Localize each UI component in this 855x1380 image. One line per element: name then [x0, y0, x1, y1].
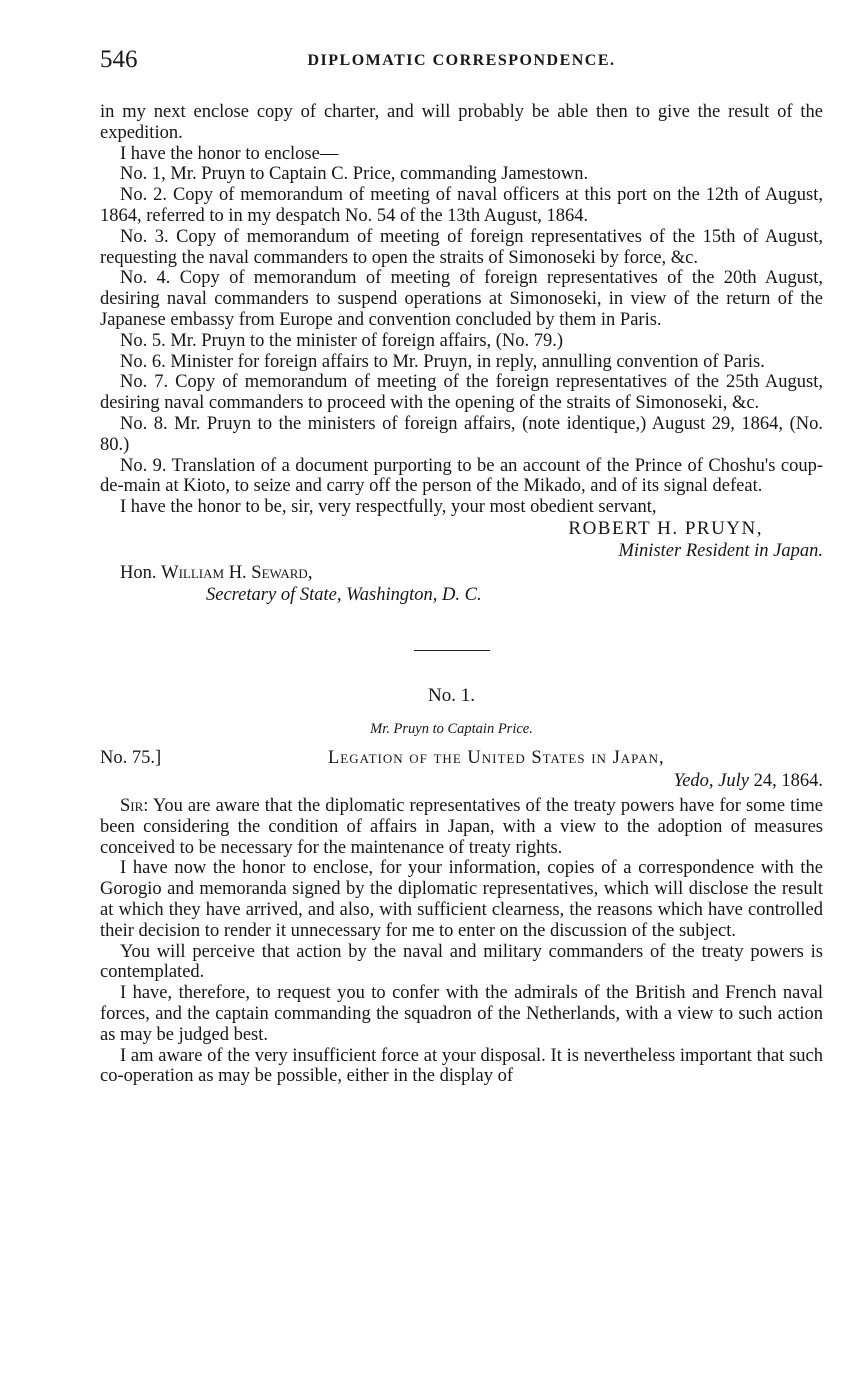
document-page: [100, 46, 823, 1087]
enclosure-item: No. 9. Translation of a document purporting to be an account of the Prince of Choshu's coup-de-main at Kioto, to seize and carry off the person of the Mikado, and of its signal defeat.: [100, 455, 823, 497]
addressee-prefix: Hon.: [120, 562, 157, 583]
addressee-title: Secretary of State, Washington, D. C.: [206, 584, 482, 605]
letter-paragraph: You will perceive that action by the naval and military commanders of the treaty powers is contemplated.: [100, 941, 823, 983]
despatch-body: [100, 102, 823, 606]
salutation: Sir:: [120, 795, 149, 816]
letter-paragraph: I have, therefore, to request you to confer with the admirals of the British and French naval forces, and the captain commanding the squadron of the Netherlands, with a view to such action as may be judged best.: [100, 983, 823, 1045]
addressee-name: [120, 562, 823, 584]
legation-line: Legation of the United States in Japan,: [328, 747, 665, 768]
section-divider: [414, 650, 490, 651]
letter-paragraph: [100, 796, 823, 858]
section-subheading: Mr. Pruyn to Captain Price.: [370, 720, 533, 737]
letter-date: 24, 1864.: [753, 770, 823, 791]
page-header: [100, 46, 823, 76]
letter-paragraph-text: You are aware that the diplomatic representatives of the treaty powers have for some time been considering the condition of affairs in Japan, with a view to the adoption of measures conceived to be necessary for the maintenance of treaty rights.: [100, 795, 823, 858]
page-number: 546: [100, 46, 138, 73]
enclosure-item: No. 3. Copy of memorandum of meeting of foreign representatives of the 15th of August, requesting the naval commanders to open the straits of Simonoseki by force, &c.: [100, 226, 823, 268]
enclosure-item: No. 1, Mr. Pruyn to Captain C. Price, commanding Jamestown.: [120, 164, 589, 185]
enclosure-intro: I have the honor to enclose—: [120, 143, 339, 164]
section-heading: No. 1.: [428, 684, 475, 706]
enclosure-item: No. 4. Copy of memorandum of meeting of foreign representatives of the 20th August, desiring naval commanders to suspend operations at Simonoseki, in view of the return of the Japanese embassy from Europe and convention concluded by them in Paris.: [100, 268, 823, 330]
enclosure-item: No. 6. Minister for foreign affairs to Mr. Pruyn, in reply, annulling convention of Paris.: [120, 351, 765, 372]
letter-paragraph: I have now the honor to enclose, for your information, copies of a correspondence with the Gorogio and memoranda signed by the diplomatic representatives, which will disclose the result at which they have arrived, and also, with sufficient clearness, the reasons which have controlled their decision to render it unnecessary for me to enter on the discussion of the subject.: [100, 858, 823, 941]
letter-dateline: [100, 770, 823, 792]
enclosure-item: No. 8. Mr. Pruyn to the ministers of foreign affairs, (note identique,) August 29, 1864, (No. 80.): [100, 413, 823, 455]
signature-name: ROBERT H. PRUYN,: [568, 517, 763, 539]
running-head: DIPLOMATIC CORRESPONDENCE.: [307, 52, 616, 69]
enclosure-item: No. 2. Copy of memorandum of meeting of naval officers at this port on the 12th of August, 1864, referred to in my despatch No. 54 of the 13th August, 1864.: [100, 185, 823, 226]
letter-heading: [100, 748, 823, 770]
letter-paragraph: I am aware of the very insufficient force at your disposal. It is nevertheless important that such co-operation as may be possible, either in the display of: [100, 1045, 823, 1087]
enclosure-item: No. 5. Mr. Pruyn to the minister of foreign affairs, (No. 79.): [120, 330, 564, 351]
closing-line: I have the honor to be, sir, very respectfully, your most obedient servant,: [120, 497, 657, 518]
addressee-full-name: William H. Seward,: [161, 562, 313, 583]
letter-place: Yedo, July: [673, 770, 749, 791]
continuation-paragraph: in my next enclose copy of charter, and will probably be able then to give the result of the expedition.: [100, 102, 823, 143]
enclosure-item: No. 7. Copy of memorandum of meeting of the foreign representatives of the 25th August, desiring naval commanders to proceed with the opening of the straits of Simonoseki, &c.: [100, 372, 823, 414]
letter-number: No. 75.]: [100, 747, 162, 768]
signature-title: Minister Resident in Japan.: [618, 540, 823, 561]
letter-body: [100, 796, 823, 1087]
